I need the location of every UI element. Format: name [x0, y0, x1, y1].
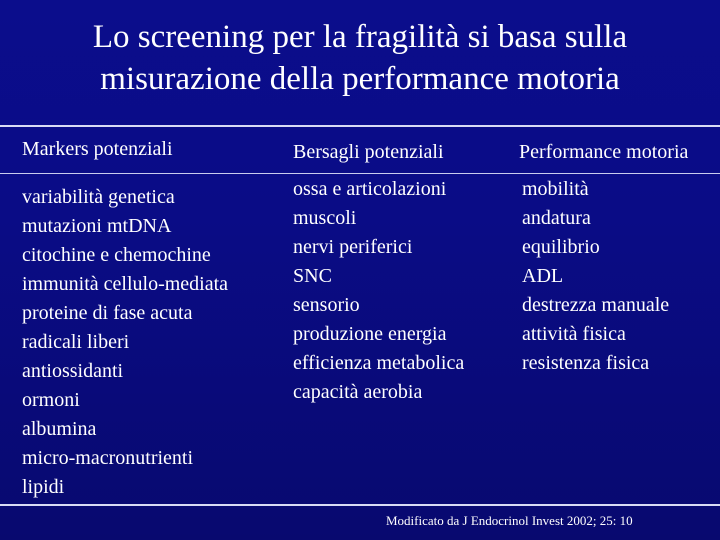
source-citation: Modificato da J Endocrinol Invest 2002; 25: 10 [386, 513, 633, 528]
list-item: efficienza metabolica [293, 352, 465, 374]
list-item: muscoli [293, 207, 357, 229]
list-item: andatura [522, 207, 591, 229]
slide-title-line-1: Lo screening per la fragilità si basa sulla [92, 19, 628, 55]
list-item: albumina [22, 418, 97, 440]
list-item: SNC [293, 265, 332, 287]
list-item: mutazioni mtDNA [22, 215, 172, 237]
slide-title [0, 16, 720, 100]
header-divider [0, 173, 720, 174]
list-item: citochine e chemochine [22, 244, 211, 266]
list-item: ADL [522, 265, 564, 287]
bottom-divider [0, 504, 720, 506]
list-item: variabilità genetica [22, 186, 175, 208]
list-item: sensorio [293, 294, 360, 316]
list-item: ormoni [22, 389, 80, 411]
list-item: resistenza fisica [522, 352, 650, 374]
column-header-targets: Bersagli potenziali [293, 141, 444, 163]
list-item: lipidi [22, 476, 65, 498]
list-item: proteine di fase acuta [22, 302, 193, 324]
targets-list [293, 175, 464, 407]
slide-title-line-2: misurazione della performance motoria [100, 61, 620, 97]
list-item: produzione energia [293, 323, 447, 345]
list-item: immunità cellulo-mediata [22, 273, 229, 295]
list-item: mobilità [522, 178, 589, 200]
column-header-performance: Performance motoria [519, 141, 689, 163]
list-item: micro-macronutrienti [22, 447, 194, 469]
list-item: equilibrio [522, 236, 600, 258]
column-header-markers: Markers potenziali [22, 138, 173, 160]
list-item: radicali liberi [22, 331, 130, 353]
top-divider [0, 125, 720, 127]
markers-list [22, 183, 228, 502]
performance-list [522, 175, 669, 378]
list-item: ossa e articolazioni [293, 178, 447, 200]
list-item: nervi periferici [293, 236, 413, 258]
list-item: attività fisica [522, 323, 626, 345]
list-item: antiossidanti [22, 360, 124, 382]
list-item: capacità aerobia [293, 381, 423, 403]
list-item: destrezza manuale [522, 294, 670, 316]
